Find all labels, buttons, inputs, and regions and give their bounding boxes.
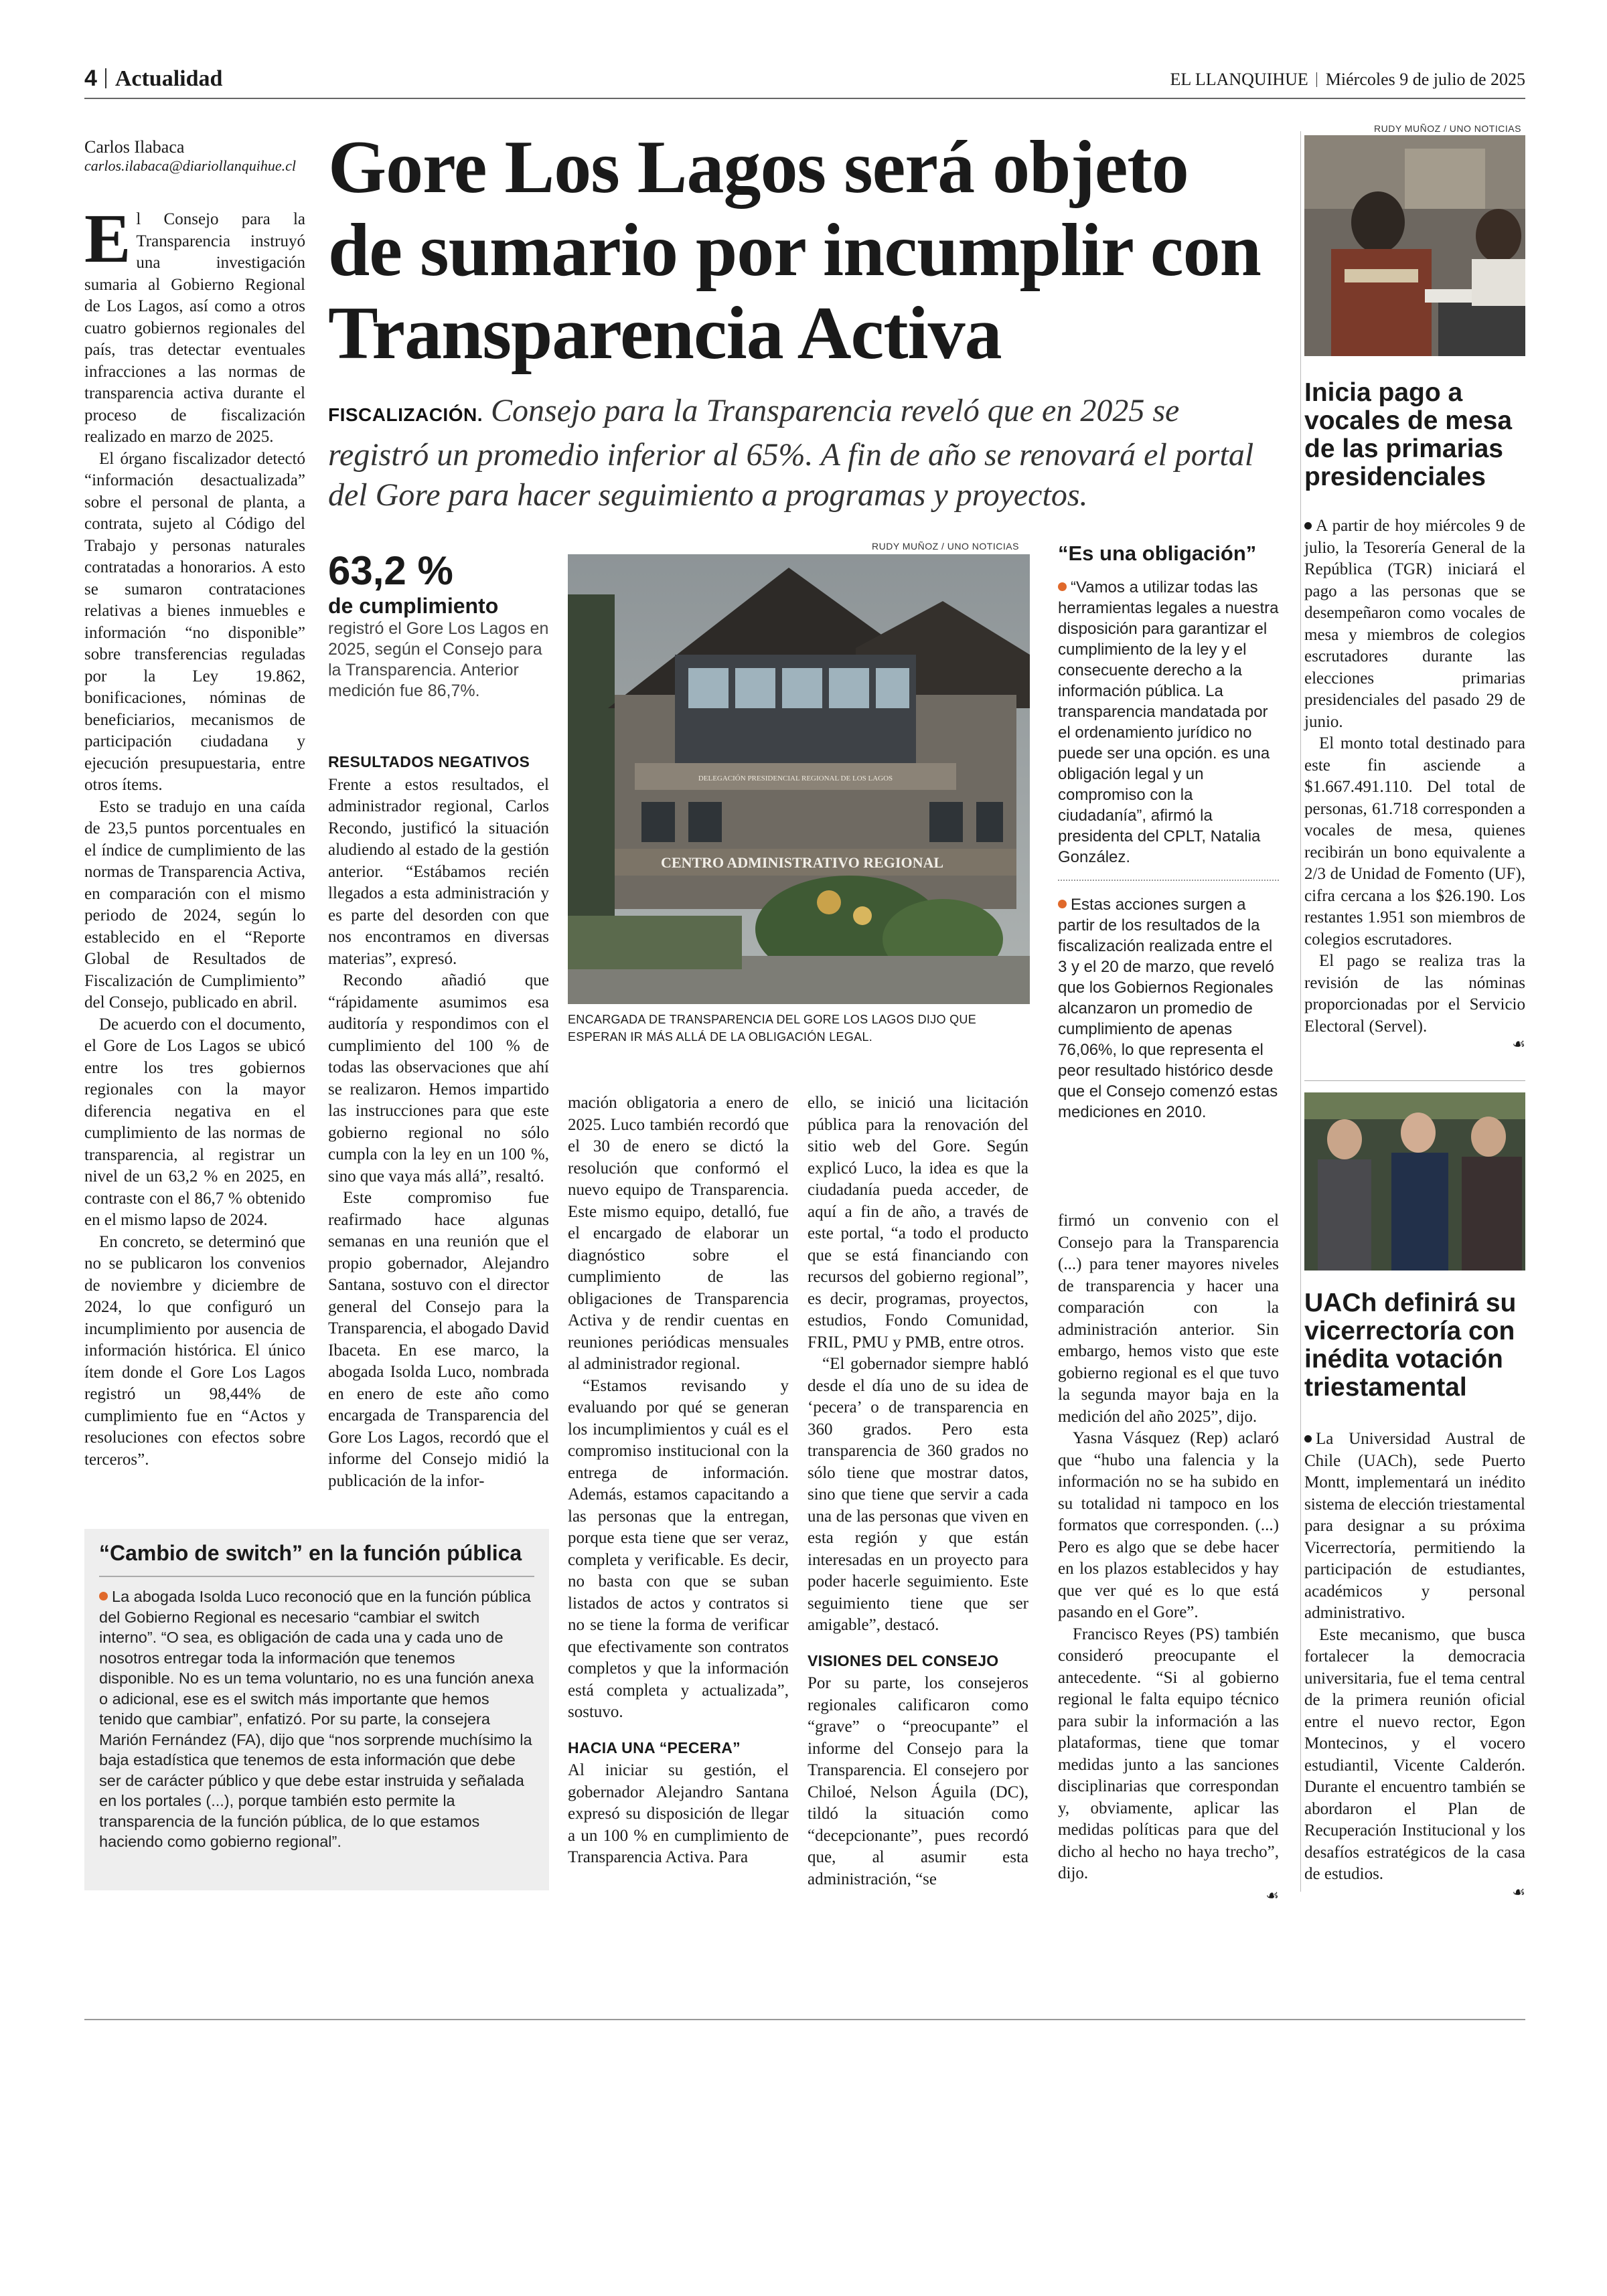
end-mark-icon: ☙ — [1512, 1036, 1525, 1053]
vocales-photo — [1304, 135, 1525, 356]
vocales-illustration — [1304, 135, 1525, 356]
stat-label: de cumplimiento — [328, 594, 499, 618]
quote-text-2: Estas acciones surgen a partir de los resultados de la fiscalización realizada entre el 3 y el 20 de marzo, que reveló que los Gobiernos Regionales alcanzaron un promedio de cumplimiento de apenas 76,06%, lo que representa el peor resultado histórico desde que el Consejo comenzó estas mediciones en 2010. — [1058, 896, 1278, 1121]
sidebar2-paragraph-2: Este mecanismo, que busca fortalecer la democracia universitaria, fue el tema central de la primera reunión oficial entre el nuevo rector, Egon Montecinos, y el vocero estudiantil, Vicente Calderón. Durante el encuentro también se abordaron el Plan de Recuperación Institucional y los desafíos estratégicos de la casa de estudios. — [1304, 1625, 1525, 1883]
header-divider — [105, 68, 106, 88]
col5-paragraph-1: firmó un convenio con el Consejo para la Transparencia (...) para tener mayores niveles de transparencia y hacer una comparación con la administración anterior. Sin embargo, hemos visto que este gobierno regional es el que tuvo la segunda mayor baja en la medición del año 2025”, dijo. — [1058, 1212, 1279, 1426]
col1-paragraph-3: Esto se tradujo en una caída de 23,5 puntos porcentuales en el índice de cumplimiento de las normas de Transparencia Activa, en comparación con el mismo periodo de 2024, según lo establecido en el “Reporte Global de Resultados de Fiscalización de Cumplimiento” del Consejo, publicado en abril. — [84, 797, 305, 1011]
quote-paragraph-1 — [1058, 577, 1279, 868]
col3-paragraph-3: Al iniciar su gestión, el gobernador Alejandro Santana expresó su disposición de llegar a un 100 % en cumplimiento de Transparencia Activa. Para — [568, 1761, 789, 1866]
author-name: Carlos Ilabaca — [84, 137, 185, 157]
building-small-sign: DELEGACIÓN PRESIDENCIAL REGIONAL DE LOS LAGOS — [698, 774, 893, 783]
sidebar1-paragraph-3: El pago se realiza tras la revisión de las nóminas proporcionadas por el Servicio Electoral (Servel). — [1304, 952, 1525, 1036]
column-3 — [568, 1092, 789, 1869]
dropcap: E — [84, 200, 131, 277]
column-2 — [328, 751, 549, 1492]
page-number: 4 — [84, 66, 97, 91]
section-name: Actualidad — [114, 66, 223, 91]
col2-paragraph-3: Este compromiso fue reafirmado hace algunas semanas en una reunión que el propio gobernador, Alejandro Santana, sostuvo con el director general del Consejo para la Transparencia, el abogado David Ibaceta. En ese marco, la abogada Isolda Luco, nombrada en enero de este año como encargada de Transparencia del Gore Los Lagos, recordó que el informe del Consejo midió la publicación de la infor- — [328, 1189, 549, 1490]
quote-box — [1058, 541, 1279, 1123]
sidebar-rule — [1300, 131, 1301, 1892]
end-mark-icon: ☙ — [1512, 1884, 1525, 1901]
col2-subhead: RESULTADOS NEGATIVOS — [328, 753, 530, 770]
col1-paragraph-1: l Consejo para la Transparencia instruyó una investigación sumaria al Gobierno Regional de Los Lagos, así como a otros cuatro gobiernos regionales del país, tras detectar eventuales infracciones a las normas de transparencia activa durante el proceso de fiscalización realizado en marzo de 2025. — [84, 210, 305, 446]
col1-paragraph-4: De acuerdo con el documento, el Gore de Los Lagos se ubicó entre los tres gobiernos regionales con la mayor diferencia negativa en el cumplimiento de las normas de transparencia, al registrar un nivel de un 63,2 % en 2025, en contraste con el 86,7 % obtenido en el mismo lapso de 2024. — [84, 1015, 305, 1229]
main-headline: Gore Los Lagos será objeto de sumario por incumplir con Transparencia Activa — [328, 126, 1261, 375]
building-photo — [568, 554, 1030, 1004]
col2-paragraph-2: Recondo añadió que “rápidamente asumimos esa auditoría y respondimos con el cumplimiento del 100 % de todas las observaciones que ahí se realizaron. Hemos impartido las instrucciones para que este gobierno regional no sólo cumpla con la ley en un 100 %, sino que vaya más allá”, resaltó. — [328, 971, 549, 1185]
col2-paragraph-1: Frente a estos resultados, el administrador regional, Carlos Recondo, justificó la situación aludiendo al estado de la gestión anterior. “Estábamos recién llegados a esta administración y es parte del desorden con que nos encontramos en diversas materias”, expresó. — [328, 775, 549, 968]
col3-subhead: HACIA UNA “PECERA” — [568, 1738, 741, 1756]
photo-credit: RUDY MUÑOZ / UNO NOTICIAS — [872, 541, 1019, 552]
sidebar-divider — [1304, 1080, 1525, 1081]
col3-paragraph-1: mación obligatoria a enero de 2025. Luco también recordó que el 30 de enero se dictó la resolución que conformó el nuevo equipo de Transparencia. Este mismo equipo, detalló, fue el encargado de elaborar un diagnóstico sobre el cumplimiento de las obligaciones de Transparencia Activa y de rendir cuentas en reuniones periódicas mensuales al administrador regional. — [568, 1094, 789, 1373]
footer-rule — [84, 2019, 1525, 2020]
subheadline: Consejo para la Transparencia reveló que en 2025 se registró un promedio inferior al 65%. A fin de año se renovará el portal del Gore para hacer seguimiento a programas y proyectos. — [328, 393, 1254, 513]
sidebar2-paragraph-1: La Universidad Austral de Chile (UACh), sede Puerto Montt, implementará un inédito sistema de elección triestamental para designar a su próxima Vicerrectoría, permitiendo la participación de estudiantes, académicos y personal administrativo. — [1304, 1430, 1525, 1622]
quote-text-1: “Vamos a utilizar todas las herramientas legales a nuestra disposición para garantizar el cumplimiento de la ley y el consecuente derecho a la información pública. La transparencia mandatada por el ordenamiento jurídico no puede ser una opción. es una obligación legal y un compromiso con la ciudadanía”, afirmó la presidenta del CPLT, Natalia González. — [1058, 578, 1279, 866]
building-sign: CENTRO ADMINISTRATIVO REGIONAL — [660, 854, 944, 871]
masthead — [1170, 70, 1525, 90]
col4-paragraph-3: Por su parte, los consejeros regionales calificaron como “grave” o “preocupante” el informe del Consejo para la Transparencia. El consejero por Chiloé, Nelson Águila (DC), tildó la situación como “decepcionante”, pues recordó que, al asumir esta administración, “se — [808, 1674, 1028, 1888]
col4-subhead: VISIONES DEL CONSEJO — [808, 1651, 999, 1669]
column-1 — [84, 200, 305, 1471]
col1-paragraph-5: En concreto, se determinó que no se publicaron los convenios de noviembre y diciembre de 2024, lo que configuró un incumplimiento por ausencia de información histórica. El único ítem donde el Gore Los Lagos registró un 98,44% de cumplimiento fue en “Actos y resoluciones con efectos sobre terceros”. — [84, 1232, 305, 1469]
masthead-divider — [1316, 72, 1317, 87]
subheadline-block — [328, 391, 1279, 515]
quote-divider — [1058, 880, 1279, 882]
photo-caption: ENCARGADA DE TRANSPARENCIA DEL GORE LOS LAGOS DIJO QUE ESPERAN IR MÁS ALLÁ DE LA OBLIGACIÓN LEGAL. — [568, 1013, 977, 1044]
box-title: “Cambio de switch” en la función pública — [99, 1540, 534, 1577]
col5-paragraph-2: Yasna Vásquez (Rep) aclaró que “hubo una falencia y la información no se ha subido en su totalidad ni tampoco en los formatos que corresponden. (...) Pero es algo que se debe hacer en los plazos establecidos y hay que ver qué es lo que está pasando en el Gore”. — [1058, 1429, 1279, 1621]
bullet-icon — [99, 1592, 108, 1601]
sidebar-headline-1: Inicia pago a vocales de mesa de las primarias presidenciales — [1304, 378, 1513, 491]
building-illustration — [568, 554, 1030, 1004]
page-header — [84, 66, 1525, 96]
stat-text: registró el Gore Los Lagos en 2025, según el Consejo para la Transparencia. Anterior medición fue 86,7%. — [328, 619, 549, 700]
box-paragraph: La abogada Isolda Luco reconoció que en la función pública del Gobierno Regional es necesario “cambiar el switch interno”. “O sea, es obligación de cada una y cada uno de nosotros entregar toda la información que tenemos disponible. No es un tema voluntario, no es una función anexa o adicional, ese es el switch más importante que hemos tenido que cambiar”, enfatizó. Por su parte, la consejera Marión Fernández (FA), dijo que “nos sorprende muchísimo la baja estadística que tenemos de esta información que debe ser de carácter público y que debe estar instruida y señalada en los portales (...), porque también esto permite la transparencia de la función pública, de lo que estamos haciendo como gobierno regional”. — [99, 1588, 534, 1850]
box-text — [99, 1586, 534, 1852]
bullet-icon — [1058, 582, 1067, 591]
sidebar1-paragraph-1: A partir de hoy miércoles 9 de julio, la Tesorería General de la República (TGR) iniciará el pago a las personas que se desempeñaron como vocales de mesa y miembros de colegios escrutadores durante las elecciones primarias presidenciales del pasado 29 de junio. — [1304, 517, 1525, 731]
column-4 — [808, 1092, 1028, 1890]
author-email[interactable]: carlos.ilabaca@diariollanquihue.cl — [84, 157, 296, 174]
sidebar-story-2 — [1304, 1428, 1525, 1904]
header-rule — [84, 98, 1525, 99]
bullet-icon — [1058, 900, 1067, 908]
col3-paragraph-2: “Estamos revisando y evaluando por qué se generan los incumplimientos y cuál es el compromiso institucional con la entrega de información. Además, estamos capacitando a las personas que la entregan, porque esta tiene que ser veraz, completa y verificable. Es decir, no basta con que se suban listados de actos y contratos si no se tiene la forma de verificar que efectivamente son contratos completos y que la información está completa y actualizada”, sostuvo. — [568, 1376, 789, 1721]
sidebar-story-1 — [1304, 515, 1525, 1056]
col4-paragraph-1: ello, se inició una licitación pública para la renovación del sitio web del Gore. Según explicó Luco, la idea es que la ciudadanía pueda acceder, de aquí a fin de año, a través de este portal, “a todo el producto que se está financiando con recursos del gobierno regional”, es decir, programas, proyectos, estudios, Fondo Comunidad, FRIL, PMU y PMB, entre otros. — [808, 1094, 1028, 1351]
issue-date: Miércoles 9 de julio de 2025 — [1325, 70, 1525, 89]
col4-paragraph-2: “El gobernador siempre habló desde el día uno de su idea de ‘pecera’ o de transparencia en 360 grados. Pero esta transparencia de 360 grados no sólo tiene que mostrar datos, sino que tiene que servir a cada una de las personas que viven en esta región y que están interesadas en un proyecto para poder hacerle seguimiento. Este seguimiento tiene que ser amigable”, destacó. — [808, 1355, 1028, 1634]
quote-title: “Es una obligación” — [1058, 542, 1257, 565]
bullet-icon — [1304, 522, 1312, 529]
sidebar1-paragraph-2: El monto total destinado para este fin asciende a $1.667.491.110. Del total de personas, 61.718 corresponden a vocales de mesa, quienes recibirán un bono equivalente a 2/3 de Unidad de Fomento (UF), cifra cercana a los $26.190. Los restantes 1.951 son miembros de colegios escrutadores. — [1304, 734, 1525, 949]
stat-value: 63,2 % — [328, 548, 453, 593]
newspaper-name: EL LLANQUIHUE — [1170, 70, 1308, 89]
byline — [84, 137, 312, 175]
column-5 — [1058, 1210, 1279, 1907]
quote-paragraph-2 — [1058, 894, 1279, 1123]
sidebar-box — [84, 1529, 549, 1890]
end-mark-icon: ☙ — [1266, 1887, 1279, 1904]
bullet-icon — [1304, 1435, 1312, 1443]
uach-photo — [1304, 1092, 1525, 1270]
col5-paragraph-3: Francisco Reyes (PS) también consideró preocupante el antecedente. “Si al gobierno regional le falta equipo técnico para subir la información a las plataformas, tiene que tomar medidas junto a las sanciones disciplinarias que correspondan y, obviamente, aplicar las medidas políticas para que del dicho al hecho no haya trecho”, dijo. — [1058, 1625, 1279, 1882]
stat-block — [328, 549, 549, 702]
uach-illustration — [1304, 1092, 1525, 1270]
sidebar-headline-2: UACh definirá su vicerrectoría con inédita votación triestamental — [1304, 1289, 1517, 1402]
col1-paragraph-2: El órgano fiscalizador detectó “información desactualizada” sobre el personal de planta, a contrata, sujeto al Código del Trabajo y personas naturales contratadas a honorarios. A esto se sumaron contrataciones relativas a bienes inmuebles e información “no disponible” sobre transferencias reguladas por la Ley 19.862, bonificaciones, nóminas de beneficiarios, mecanismos de participación ciudadana y ejecución presupuestaria, entre otros ítems. — [84, 449, 305, 794]
sidebar-photo-credit: RUDY MUÑOZ / UNO NOTICIAS — [1374, 123, 1521, 134]
kicker: FISCALIZACIÓN. — [328, 404, 483, 425]
